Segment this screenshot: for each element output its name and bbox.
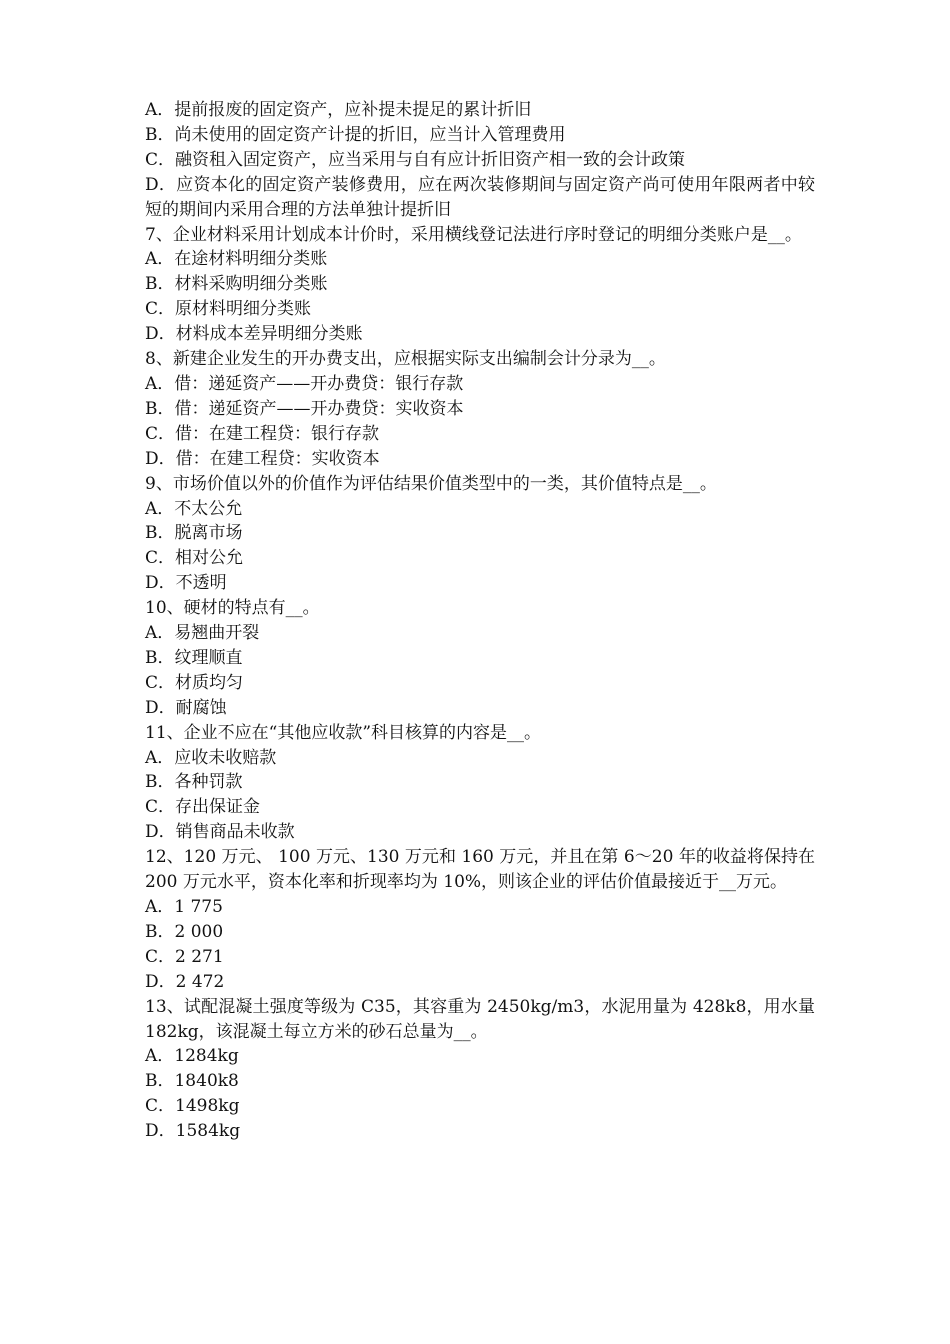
option-line: C．融资租入固定资产，应当采用与自有应计折旧资产相一致的会计政策 [145, 149, 686, 170]
question-line: 12、120 万元、 100 万元、130 万元和 160 万元，并且在第 6～20 年的收益将保持在 200 万元水平，资本化率和折现率均为 10%，则该企业的评估价值最接近于__万元。 [145, 847, 815, 893]
option-line: C．2 271 [145, 946, 224, 967]
option-line: B．各种罚款 [145, 772, 243, 793]
option-line: C．借：在建工程贷：银行存款 [145, 423, 380, 444]
question-line: 7、企业材料采用计划成本计价时，采用横线登记法进行序时登记的明细分类账户是__。 [145, 224, 802, 245]
option-line: A．1 775 [145, 897, 223, 917]
option-line: D．销售商品未收款 [145, 822, 295, 843]
option-line: C．材质均匀 [145, 672, 244, 693]
option-line: D．2 472 [145, 971, 225, 992]
option-line: D．1584kg [145, 1121, 241, 1142]
option-line: A．易翘曲开裂 [145, 623, 260, 644]
option-line: A．1284kg [145, 1046, 239, 1067]
option-line: D．借：在建工程贷：实收资本 [145, 448, 380, 469]
question-line: 10、硬材的特点有__。 [145, 598, 320, 619]
option-line: B．脱离市场 [145, 523, 243, 544]
question-line: 9、市场价值以外的价值作为评估结果价值类型中的一类，其价值特点是__。 [145, 473, 717, 494]
option-line: B．纹理顺直 [145, 647, 243, 668]
option-line: C．1498kg [145, 1096, 240, 1117]
question-line: 8、新建企业发生的开办费支出，应根据实际支出编制会计分录为__。 [145, 349, 666, 370]
question-line: 13、试配混凝土强度等级为 C35，其容重为 2450kg/m3，水泥用量为 428k8，用水量 182kg，该混凝土每立方米的砂石总量为__。 [145, 996, 815, 1042]
option-line: B．1840k8 [145, 1071, 239, 1092]
option-line: D．应资本化的固定资产装修费用，应在两次装修期间与固定资产尚可使用年限两者中较短的期间内采用合理的方法单独计提折旧 [145, 174, 815, 220]
option-line: D．材料成本差异明细分类账 [145, 324, 363, 345]
document-page [145, 98, 815, 1144]
option-line: A．借：递延资产——开办费贷：银行存款 [145, 373, 464, 394]
option-line: B．尚未使用的固定资产计提的折旧，应当计入管理费用 [145, 124, 566, 145]
option-line: A．在途材料明细分类账 [145, 249, 328, 270]
option-line: A．应收未收赔款 [145, 747, 277, 768]
question-line: 11、企业不应在“其他应收款”科目核算的内容是__。 [145, 722, 542, 743]
option-line: A．不太公允 [145, 498, 243, 519]
option-line: D．不透明 [145, 573, 227, 594]
option-line: B．材料采购明细分类账 [145, 274, 328, 295]
option-line: D．耐腐蚀 [145, 697, 227, 718]
option-line: C．相对公允 [145, 548, 244, 569]
option-line: A．提前报废的固定资产，应补提未提足的累计折旧 [145, 100, 532, 120]
option-line: B．借：递延资产——开办费贷：实收资本 [145, 398, 464, 419]
option-line: C．原材料明细分类账 [145, 299, 312, 320]
option-line: B．2 000 [145, 921, 224, 942]
option-line: C．存出保证金 [145, 797, 261, 818]
